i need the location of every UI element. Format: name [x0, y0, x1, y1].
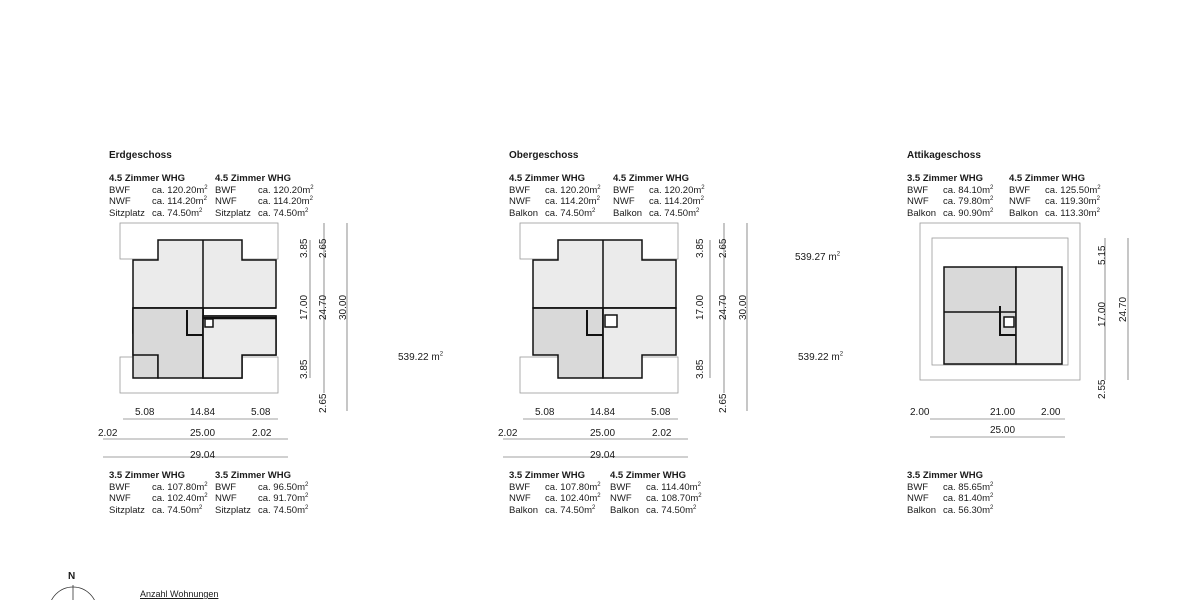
dim-h: 5.08	[251, 407, 271, 418]
unit-name: 3.5 Zimmer WHG	[509, 470, 586, 481]
unit-name: 3.5 Zimmer WHG	[907, 470, 984, 481]
plan-title-erdgeschoss: Erdgeschoss	[109, 150, 172, 161]
dim-v: 24.70	[318, 294, 329, 320]
dim-h: 21.00	[990, 407, 1016, 418]
unit-info-eg-bottom-right: 3.5 Zimmer WHG BWF ca. $96.50m^2$ NWF ca. $91.70m^2$ Sitzplatz ca. $74.50m^2$	[215, 470, 309, 516]
dim-h: 25.00	[590, 428, 616, 439]
dim-v: 17.00	[1097, 301, 1108, 327]
dim-h: 2.00	[910, 407, 930, 418]
unit-info-og-top-right: 4.5 Zimmer WHG BWF ca. $120.20m^2$ NWF ca. $114.20m^2$ Balkon ca. $74.50m^2$	[613, 173, 705, 219]
unit-info-at-top-left: 3.5 Zimmer WHG BWF ca. $84.10m^2$ NWF ca. $79.80m^2$ Balkon ca. $90.90m^2$	[907, 173, 994, 219]
unit-name: 4.5 Zimmer WHG	[215, 173, 292, 184]
unit-name: 4.5 Zimmer WHG	[109, 173, 186, 184]
dim-v: 30.00	[338, 294, 349, 320]
unit-info-og-top-left: 4.5 Zimmer WHG BWF ca. $120.20m^2$ NWF ca. $114.20m^2$ Balkon ca. $74.50m^2$	[509, 173, 601, 219]
north-label: N	[68, 571, 76, 582]
dim-v: 3.85	[299, 359, 310, 379]
dim-v: 2.65	[318, 393, 329, 413]
dim-h: 5.08	[135, 407, 155, 418]
dim-v: 5.15	[1097, 245, 1108, 265]
total-area-og-top: 539.27 $m^2$	[795, 251, 841, 263]
total-area-eg: 539.22 $m^2$	[398, 351, 444, 363]
unit-info-eg-top-left: 4.5 Zimmer WHG BWF ca. $120.20m^2$ NWF ca. $114.20m^2$ Sitzplatz ca. $74.50m^2$	[109, 173, 208, 219]
dim-v: 3.85	[695, 359, 706, 379]
dim-v: 3.85	[695, 238, 706, 258]
unit-name: 4.5 Zimmer WHG	[1009, 173, 1086, 184]
dim-v: 24.70	[1118, 296, 1129, 322]
unit-name: 4.5 Zimmer WHG	[509, 173, 586, 184]
dim-h: 2.00	[1041, 407, 1061, 418]
anzahl-wohnungen-link[interactable]: Anzahl Wohnungen	[140, 589, 219, 599]
dim-v: 2.65	[718, 393, 729, 413]
unit-name: 4.5 Zimmer WHG	[610, 470, 687, 481]
dim-h: 29.04	[190, 450, 216, 461]
unit-name: 3.5 Zimmer WHG	[215, 470, 292, 481]
dim-v: 24.70	[718, 294, 729, 320]
dim-h: 2.02	[652, 428, 672, 439]
dim-h: 25.00	[190, 428, 216, 439]
dim-v: 17.00	[299, 294, 310, 320]
plan-title-obergeschoss: Obergeschoss	[509, 150, 579, 161]
unit-name: 3.5 Zimmer WHG	[109, 470, 186, 481]
unit-info-og-bottom-left: 3.5 Zimmer WHG BWF ca. $107.80m^2$ NWF ca. $102.40m^2$ Balkon ca. $74.50m^2$	[509, 470, 601, 516]
unit-name: 4.5 Zimmer WHG	[613, 173, 690, 184]
unit-info-at-top-right: 4.5 Zimmer WHG BWF ca. $125.50m^2$ NWF ca. $119.30m^2$ Balkon ca. $113.30m^2$	[1009, 173, 1101, 219]
dim-v: 3.85	[299, 238, 310, 258]
unit-info-og-bottom-right: 4.5 Zimmer WHG BWF ca. $114.40m^2$ NWF ca. $108.70m^2$ Balkon ca. $74.50m^2$	[610, 470, 702, 516]
dim-h: 2.02	[98, 428, 118, 439]
dim-h: 14.84	[590, 407, 616, 418]
total-area-og: 539.22 $m^2$	[798, 351, 844, 363]
unit-info-eg-bottom-left: 3.5 Zimmer WHG BWF ca. $107.80m^2$ NWF ca. $102.40m^2$ Sitzplatz ca. $74.50m^2$	[109, 470, 208, 516]
plan-title-attikageschoss: Attikageschoss	[907, 150, 981, 161]
dim-v: 30.00	[738, 294, 749, 320]
dim-h: 2.02	[252, 428, 272, 439]
unit-info-eg-top-right: 4.5 Zimmer WHG BWF ca. $120.20m^2$ NWF ca. $114.20m^2$ Sitzplatz ca. $74.50m^2$	[215, 173, 314, 219]
dim-v: 2.65	[318, 238, 329, 258]
unit-info-at-bottom: 3.5 Zimmer WHG BWF ca. $85.65m^2$ NWF ca. $81.40m^2$ Balkon ca. $56.30m^2$	[907, 470, 994, 516]
dim-v: 2.65	[718, 238, 729, 258]
unit-name: 3.5 Zimmer WHG	[907, 173, 984, 184]
dim-v: 17.00	[695, 294, 706, 320]
dim-h: 5.08	[535, 407, 555, 418]
dim-v: 2.55	[1097, 379, 1108, 399]
dim-h: 25.00	[990, 425, 1016, 436]
dim-h: 2.02	[498, 428, 518, 439]
dim-h: 29.04	[590, 450, 616, 461]
dim-h: 5.08	[651, 407, 671, 418]
dim-h: 14.84	[190, 407, 216, 418]
compass-icon	[48, 585, 100, 600]
